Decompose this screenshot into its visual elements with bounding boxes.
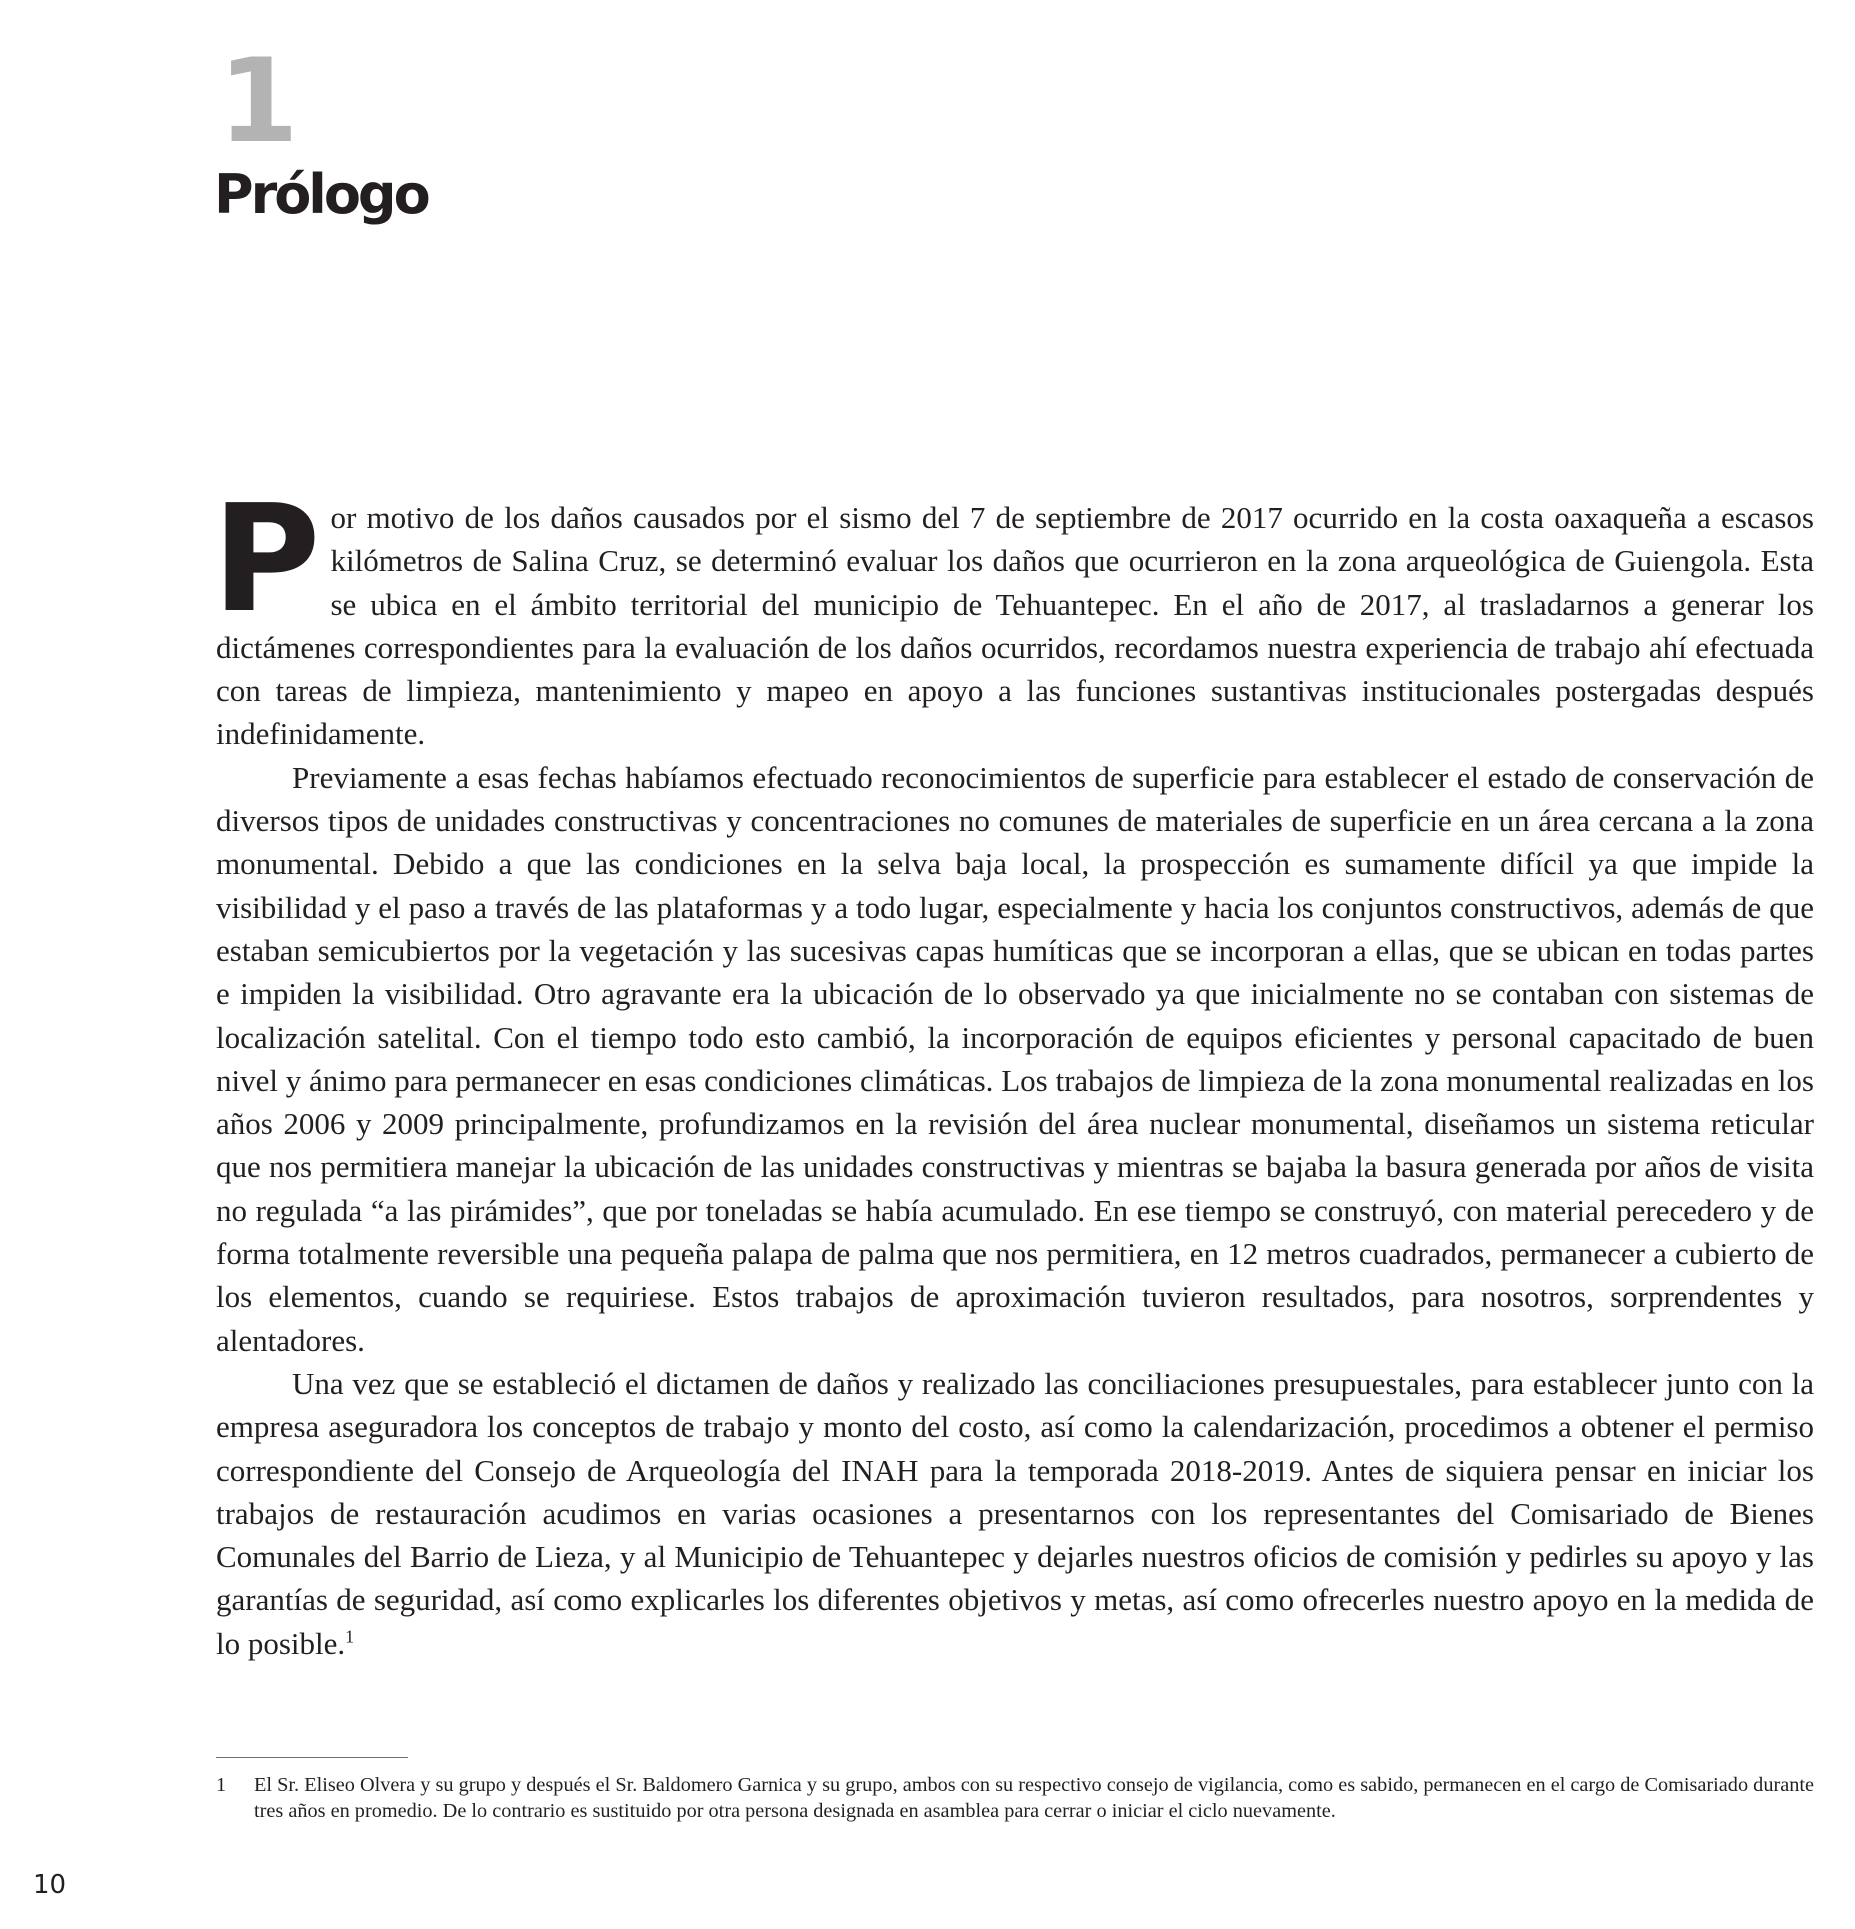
chapter-title: Prólogo	[214, 163, 428, 226]
chapter-number: 1	[218, 34, 299, 169]
paragraph-text: or motivo de los daños causados por el sismo del 7 de septiembre de 2017 ocurrido en la costa oaxaqueña a escasos kilómetros de Salina Cruz, se determinó evaluar los daños que ocurrieron en la zona arqueológica de Guiengola. Esta se ubica en el ámbito territorial del municipio de Tehuantepec. En el año de 2017, al trasladarnos a generar los dictámenes correspondientes para la evaluación de los daños ocurridos, recordamos nuestra experiencia de trabajo ahí efectuada con tareas de limpieza, mantenimiento y mapeo en apoyo a las funciones sustantivas institucionales postergadas después indefinidamente.	[216, 500, 1814, 752]
footnote-reference[interactable]: 1	[345, 1626, 355, 1647]
paragraph: Previamente a esas fechas habíamos efectuado reconocimientos de superficie para establecer el estado de conservación de diversos tipos de unidades constructivas y concentraciones no comunes de materiales de superficie en un área cercana a la zona monumental. Debido a que las condiciones en la selva baja local, la prospección es sumamente difícil ya que impide la visibilidad y el paso a través de las plataformas y a todo lugar, especialmente y hacia los conjuntos constructivos, además de que estaban semicubiertos por la vegetación y las sucesivas capas humíticas que se incorporan a ellas, que se ubican en todas partes e impiden la visibilidad. Otro agravante era la ubicación de lo observado ya que inicialmente no se contaban con sistemas de localización satelital. Con el tiempo todo esto cambió, la incorporación de equipos eficientes y personal capacitado de buen nivel y ánimo para permanecer en esas condiciones climáticas. Los trabajos de limpieza de la zona monumental realizadas en los años 2006 y 2009 principalmente, profundizamos en la revisión del área nuclear monumental, diseñamos un sistema reticular que nos permitiera manejar la ubicación de las unidades constructivas y mientras se bajaba la basura generada por años de visita no regulada “a las pirámides”, que por toneladas se había acumulado. En ese tiempo se construyó, con material perecedero y de forma totalmente reversible una pequeña palapa de palma que nos permitiera, en 12 metros cuadrados, permanecer a cubierto de los elementos, cuando se requiriese. Estos trabajos de aproximación tuvieron resultados, para nosotros, sorprendentes y alentadores.	[216, 759, 1814, 1358]
drop-cap: P	[212, 473, 321, 645]
paragraph	[216, 1362, 1814, 1665]
footnote-text: El Sr. Eliseo Olvera y su grupo y después el Sr. Baldomero Garnica y su grupo, ambos con su respectivo consejo de vigilancia, como es sabido, permanecen en el cargo de Comisariado durante tres años en promedio. De lo contrario es sustituido por otra persona designada en asamblea para cerrar o iniciar el ciclo nuevamente.	[254, 1774, 1814, 1822]
paragraph-text: Una vez que se estableció el dictamen de daños y realizado las conciliaciones presupuestales, para establecer junto con la empresa aseguradora los conceptos de trabajo y monto del costo, así como la calendarización, procedimos a obtener el permiso correspondiente del Consejo de Arqueología del INAH para la temporada 2018-2019. Antes de siquiera pensar en iniciar los trabajos de restauración acudimos en varias ocasiones a presentarnos con los representantes del Comisariado de Bienes Comunales del Barrio de Lieza, y al Municipio de Tehuantepec y dejarles nuestros oficios de comisión y pedirles su apoyo y las garantías de seguridad, así como explicarles los diferentes objetivos y metas, así como ofrecerles nuestro apoyo en la medida de lo posible.	[216, 1365, 1814, 1661]
footnote	[216, 1772, 1814, 1824]
paragraph	[212, 473, 1814, 756]
footnote-number: 1	[216, 1774, 227, 1796]
body-text	[212, 473, 1814, 1665]
footnote-divider	[216, 1757, 408, 1758]
page-number: 10	[33, 1870, 67, 1900]
